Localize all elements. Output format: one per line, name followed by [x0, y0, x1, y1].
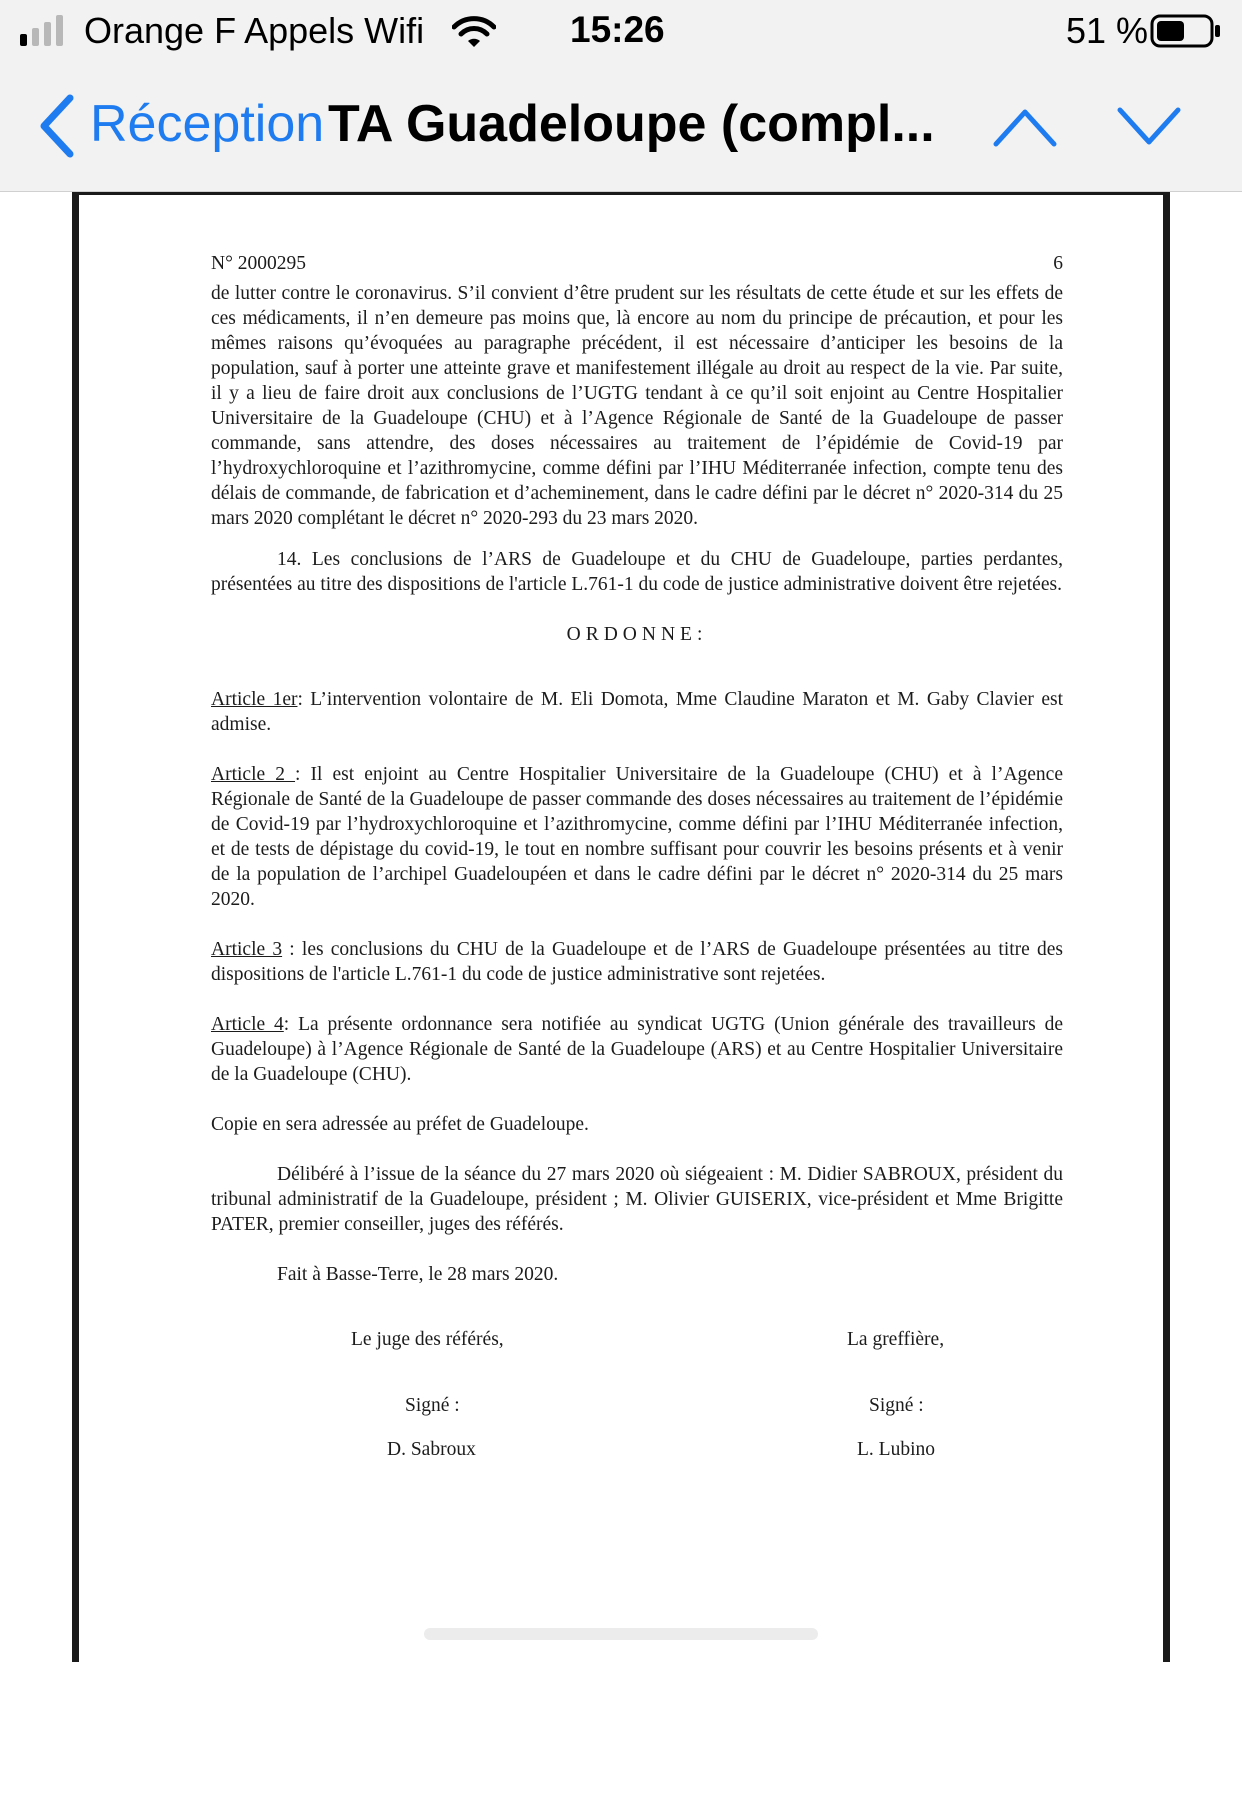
article-text: : L’intervention volontaire de M. Eli Domota, Mme Claudine Maraton et M. Gaby Clavier est admise.	[211, 689, 1063, 735]
clerk-signed: Signé :	[869, 1395, 924, 1416]
carrier-name: Orange F Appels Wifi	[84, 10, 425, 51]
battery-percentage: 51 %	[1066, 10, 1149, 51]
judge-title: Le juge des référés,	[351, 1329, 504, 1350]
chevron-down-icon[interactable]	[1116, 106, 1182, 148]
article-4	[211, 1012, 1063, 1087]
message-title: TA Guadeloupe (compl...	[328, 95, 935, 153]
article-label: Article 2	[211, 764, 296, 785]
signature-names	[211, 1437, 1063, 1467]
paragraph-14: 14. Les conclusions de l’ARS de Guadeloupe et du CHU de Guadeloupe, parties perdantes, présentées au titre des dispositions de l'article L.761-1 du code de justice administrative doivent être rejetées.	[211, 549, 1063, 595]
clerk-title: La greffière,	[847, 1329, 945, 1350]
article-text: : Il est enjoint au Centre Hospitalier Universitaire de la Guadeloupe (CHU) et à l’Agence Régionale de Santé de la Guadeloupe de passer commande des doses nécessaires au traitement de l’épidémie de Covid-19 par l’hydroxychloroquine et l’azithromycine, comme défini par l’IHU Méditerranée infection, et de tests de dépistage du covid-19, le tout en nombre suffisant pour couvrir les besoins présents et à venir de la population de l’archipel Guadeloupéen et dans le cadre défini par le décret n° 2020-314 du 25 mars 2020.	[211, 764, 1063, 910]
article-2	[211, 762, 1063, 912]
signal-bars-icon	[20, 14, 66, 46]
document-page[interactable]	[72, 192, 1170, 1662]
article-label: Article 3	[211, 939, 283, 960]
copie-line: Copie en sera adressée au préfet de Guadeloupe.	[211, 1114, 589, 1135]
back-button[interactable]: Réception	[90, 95, 325, 153]
judge-name: D. Sabroux	[387, 1439, 476, 1460]
ordonne-heading: ORDONNE:	[566, 624, 708, 645]
wifi-icon	[452, 16, 496, 48]
battery-icon	[1150, 14, 1222, 48]
paragraph-intro: de lutter contre le coronavirus. S’il convient d’être prudent sur les résultats de cette étude et sur les effets de ces médicaments, il n’en demeure pas moins que, là encore au nom du principe de précaution, et pour les mêmes raisons qu’évoquées au paragraphe précédent, il est nécessaire d’anticiper les besoins de la population, sauf à porter une atteinte grave et manifestement illégale au droit au respect de la vie. Par suite, il y a lieu de faire droit aux conclusions de l’UGTG tendant à ce qu’il soit enjoint au Centre Hospitalier Universitaire de la Guadeloupe (CHU) et à l’Agence Régionale de Santé de la Guadeloupe de passer commande, sans attendre, des doses nécessaires au traitement de l’épidémie de Covid-19 par l’hydroxychloroquine et l’azithromycine, comme défini par l’IHU Méditerranée infection, compte tenu des délais de commande, de fabrication et d’acheminement, dans le cadre défini par le décret n° 2020-314 du 25 mars 2020 complétant le décret n° 2020-293 du 23 mars 2020.	[211, 283, 1063, 529]
mail-navigation-bar	[0, 62, 1242, 192]
article-label: Article 4	[211, 1014, 284, 1035]
article-1	[211, 687, 1063, 737]
article-text: : les conclusions du CHU de la Guadeloupe et de l’ARS de Guadeloupe présentées au titre des dispositions de l'article L.761-1 du code de justice administrative sont rejetées.	[211, 939, 1063, 985]
chevron-up-icon[interactable]	[992, 106, 1058, 148]
page-number: 6	[1053, 253, 1063, 274]
signature-titles	[211, 1327, 1063, 1357]
case-number: N° 2000295	[211, 253, 307, 274]
chevron-left-icon[interactable]	[36, 92, 80, 160]
article-text: : La présente ordonnance sera notifiée au syndicat UGTG (Union générale des travailleurs de Guadeloupe) à l’Agence Régionale de Santé de la Guadeloupe (ARS) et au Centre Hospitalier Universitaire de la Guadeloupe (CHU).	[211, 1014, 1064, 1085]
clerk-name: L. Lubino	[857, 1439, 935, 1460]
signature-signed	[211, 1393, 1063, 1423]
article-label: Article 1er	[211, 689, 298, 710]
article-3	[211, 937, 1063, 987]
document-header	[211, 251, 1063, 281]
document-body	[211, 251, 1063, 1467]
clock: 15:26	[570, 9, 665, 50]
delibere-paragraph: Délibéré à l’issue de la séance du 27 mars 2020 où siégeaient : M. Didier SABROUX, président du tribunal administratif de la Guadeloupe, président ; M. Olivier GUISERIX, vice-président et Mme Brigitte PATER, premier conseiller, juges des référés.	[211, 1164, 1063, 1235]
scroll-indicator	[424, 1628, 818, 1640]
fait-line: Fait à Basse-Terre, le 28 mars 2020.	[277, 1264, 559, 1285]
judge-signed: Signé :	[405, 1395, 460, 1416]
status-bar	[0, 0, 1242, 62]
